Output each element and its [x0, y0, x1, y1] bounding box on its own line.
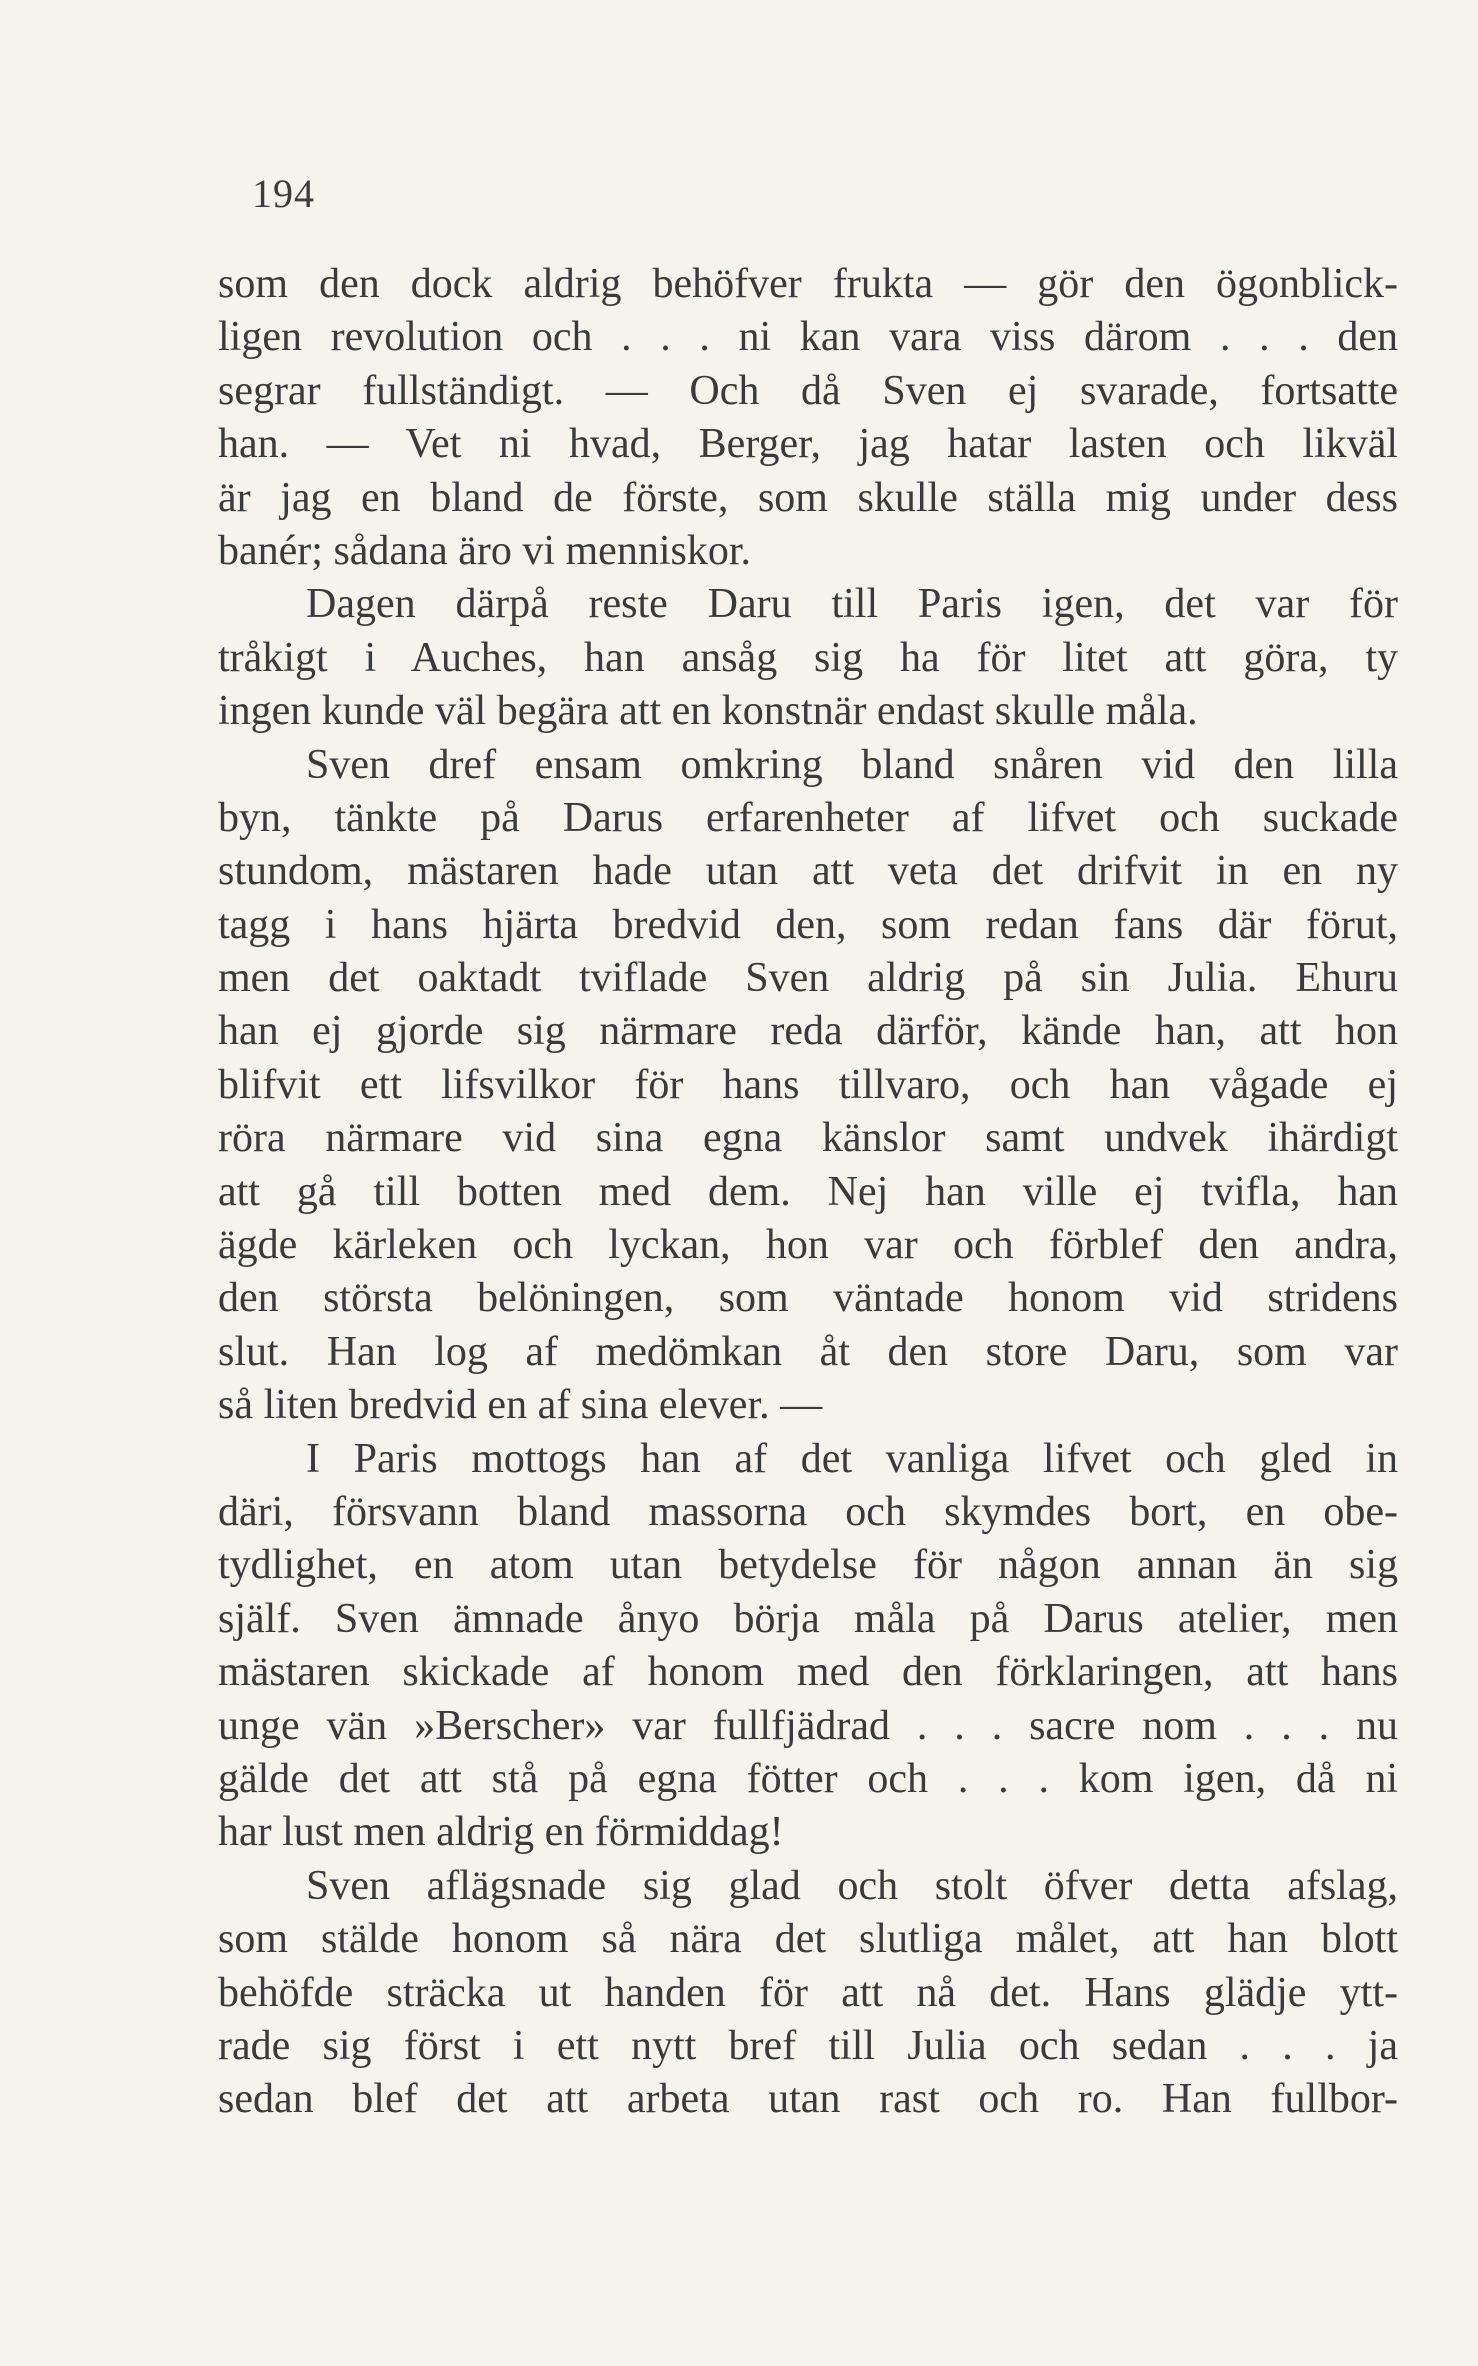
text-line: som den dock aldrig behöfver frukta — gör den ögonblick- — [218, 261, 1398, 307]
text-line: gälde det att stå på egna fötter och . . . kom igen, då ni — [218, 1755, 1398, 1802]
text-line: segrar fullständigt. — Och då Sven ej svarade, fortsatte — [218, 367, 1398, 414]
text-line: banér; sådana äro vi menniskor. — [218, 527, 751, 574]
text-line: har lust men aldrig en förmiddag! — [218, 1809, 784, 1856]
text-line: tagg i hans hjärta bredvid den, som redan fans där förut, — [218, 901, 1398, 948]
text-line: själf. Sven ämnade ånyo börja måla på Darus atelier, men — [218, 1595, 1398, 1642]
text-line: byn, tänkte på Darus erfarenheter af lifvet och suckade — [218, 794, 1398, 841]
text-line: ägde kärleken och lyckan, hon var och förblef den andra, — [218, 1222, 1398, 1269]
text-line: slut. Han log af medömkan åt den store Daru, som var — [218, 1328, 1398, 1375]
text-line: tråkigt i Auches, han ansåg sig ha för litet att göra, ty — [218, 634, 1398, 681]
text-line: Dagen därpå reste Daru till Paris igen, det var för — [306, 581, 1398, 628]
text-line: Sven aflägsnade sig glad och stolt öfver detta afslag, — [306, 1862, 1398, 1909]
text-line: den största belöningen, som väntade honom vid stridens — [218, 1275, 1398, 1322]
text-line: Sven dref ensam omkring bland snåren vid den lilla — [306, 741, 1398, 788]
text-line: I Paris mottogs han af det vanliga lifvet och gled in — [306, 1435, 1398, 1482]
text-line: men det oaktadt tviflade Sven aldrig på sin Julia. Ehuru — [218, 955, 1398, 1002]
text-line: han. — Vet ni hvad, Berger, jag hatar lasten och likväl — [218, 421, 1398, 468]
page-number: 194 — [252, 171, 315, 216]
text-line: unge vän »Berscher» var fullfjädrad . . . sacre nom . . . nu — [218, 1702, 1398, 1749]
text-line: så liten bredvid en af sina elever. — — [218, 1382, 823, 1429]
text-line: röra närmare vid sina egna känslor samt undvek ihärdigt — [218, 1115, 1398, 1162]
text-line: stundom, mästaren hade utan att veta det drifvit in en ny — [218, 848, 1398, 895]
text-line: ingen kunde väl begära att en konstnär endast skulle måla. — [218, 688, 1198, 735]
text-line: han ej gjorde sig närmare reda därför, kände han, att hon — [218, 1008, 1398, 1055]
text-line: ligen revolution och . . . ni kan vara viss därom . . . den — [218, 314, 1398, 361]
text-line: blifvit ett lifsvilkor för hans tillvaro, och han vågade ej — [218, 1061, 1398, 1108]
text-line: rade sig först i ett nytt bref till Julia och sedan . . . ja — [218, 2022, 1398, 2069]
text-line: tydlighet, en atom utan betydelse för någon annan än sig — [218, 1542, 1398, 1589]
text-line: är jag en bland de förste, som skulle ställa mig under dess — [218, 474, 1398, 521]
text-line: behöfde sträcka ut handen för att nå det. Hans glädje ytt- — [218, 1969, 1398, 2016]
text-line: som stälde honom så nära det slutliga målet, att han blott — [218, 1916, 1398, 1963]
body-text — [218, 258, 1398, 2127]
text-line: däri, försvann bland massorna och skymdes bort, en obe- — [218, 1488, 1398, 1535]
text-line: mästaren skickade af honom med den förklaringen, att hans — [218, 1649, 1398, 1696]
text-line: att gå till botten med dem. Nej han ville ej tvifla, han — [218, 1168, 1398, 1215]
text-line: sedan blef det att arbeta utan rast och ro. Han fullbor- — [218, 2076, 1398, 2123]
